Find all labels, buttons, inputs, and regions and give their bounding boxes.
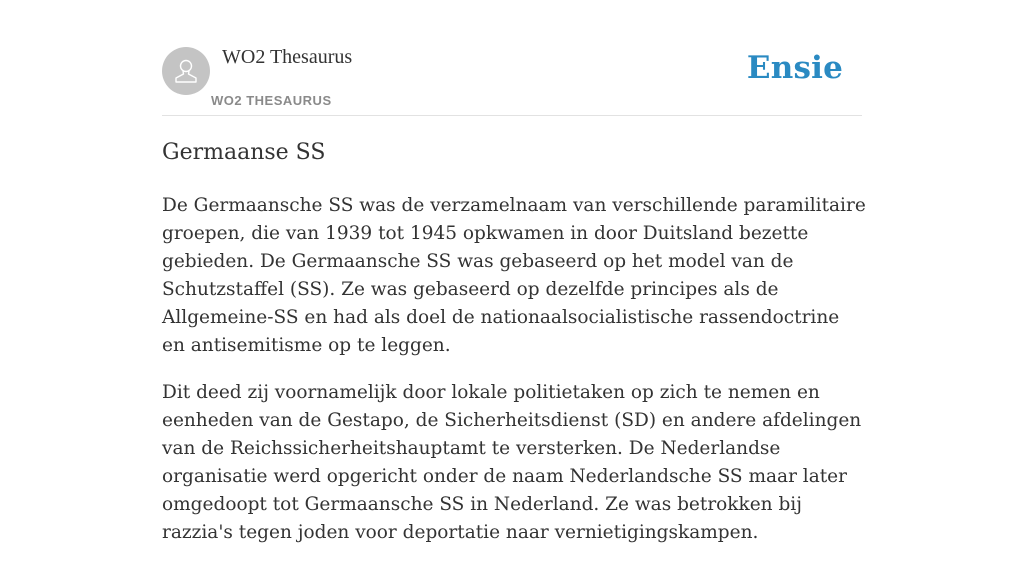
author-source-label[interactable]: WO2 THESAURUS [211,93,332,108]
author-name[interactable]: WO2 Thesaurus [222,46,353,68]
article-body [162,192,867,566]
avatar[interactable] [162,47,210,95]
paragraph-1: De Germaansche SS was de verzamelnaam van verschillende paramilitaire groepen, die van 1939 tot 1945 opkwamen in door Duitsland bezette gebieden. De Germaansche SS was gebaseerd op het model van de Schutzstaffel (SS). Ze was gebaseerd op dezelfde principes als de Allgemeine-SS en had als doel de nationaalsocialistische rassendoctrine en antisemitisme op te leggen. [162,195,866,356]
brand-logo[interactable]: Ensie [746,50,843,86]
page-title: Germaanse SS [162,140,326,165]
user-icon [171,56,201,86]
header [162,0,862,116]
paragraph-2: Dit deed zij voornamelijk door lokale politietaken op zich te nemen en eenheden van de Gestapo, de Sicherheitsdienst (SD) en andere afdelingen van de Reichssicherheitshauptamt te versterken. De Nederlandse organisatie werd opgericht onder de naam Nederlandsche SS maar later omgedoopt tot Germaansche SS in Nederland. Ze was betrokken bij razzia's tegen joden voor deportatie naar vernietigingskampen. [162,382,862,543]
